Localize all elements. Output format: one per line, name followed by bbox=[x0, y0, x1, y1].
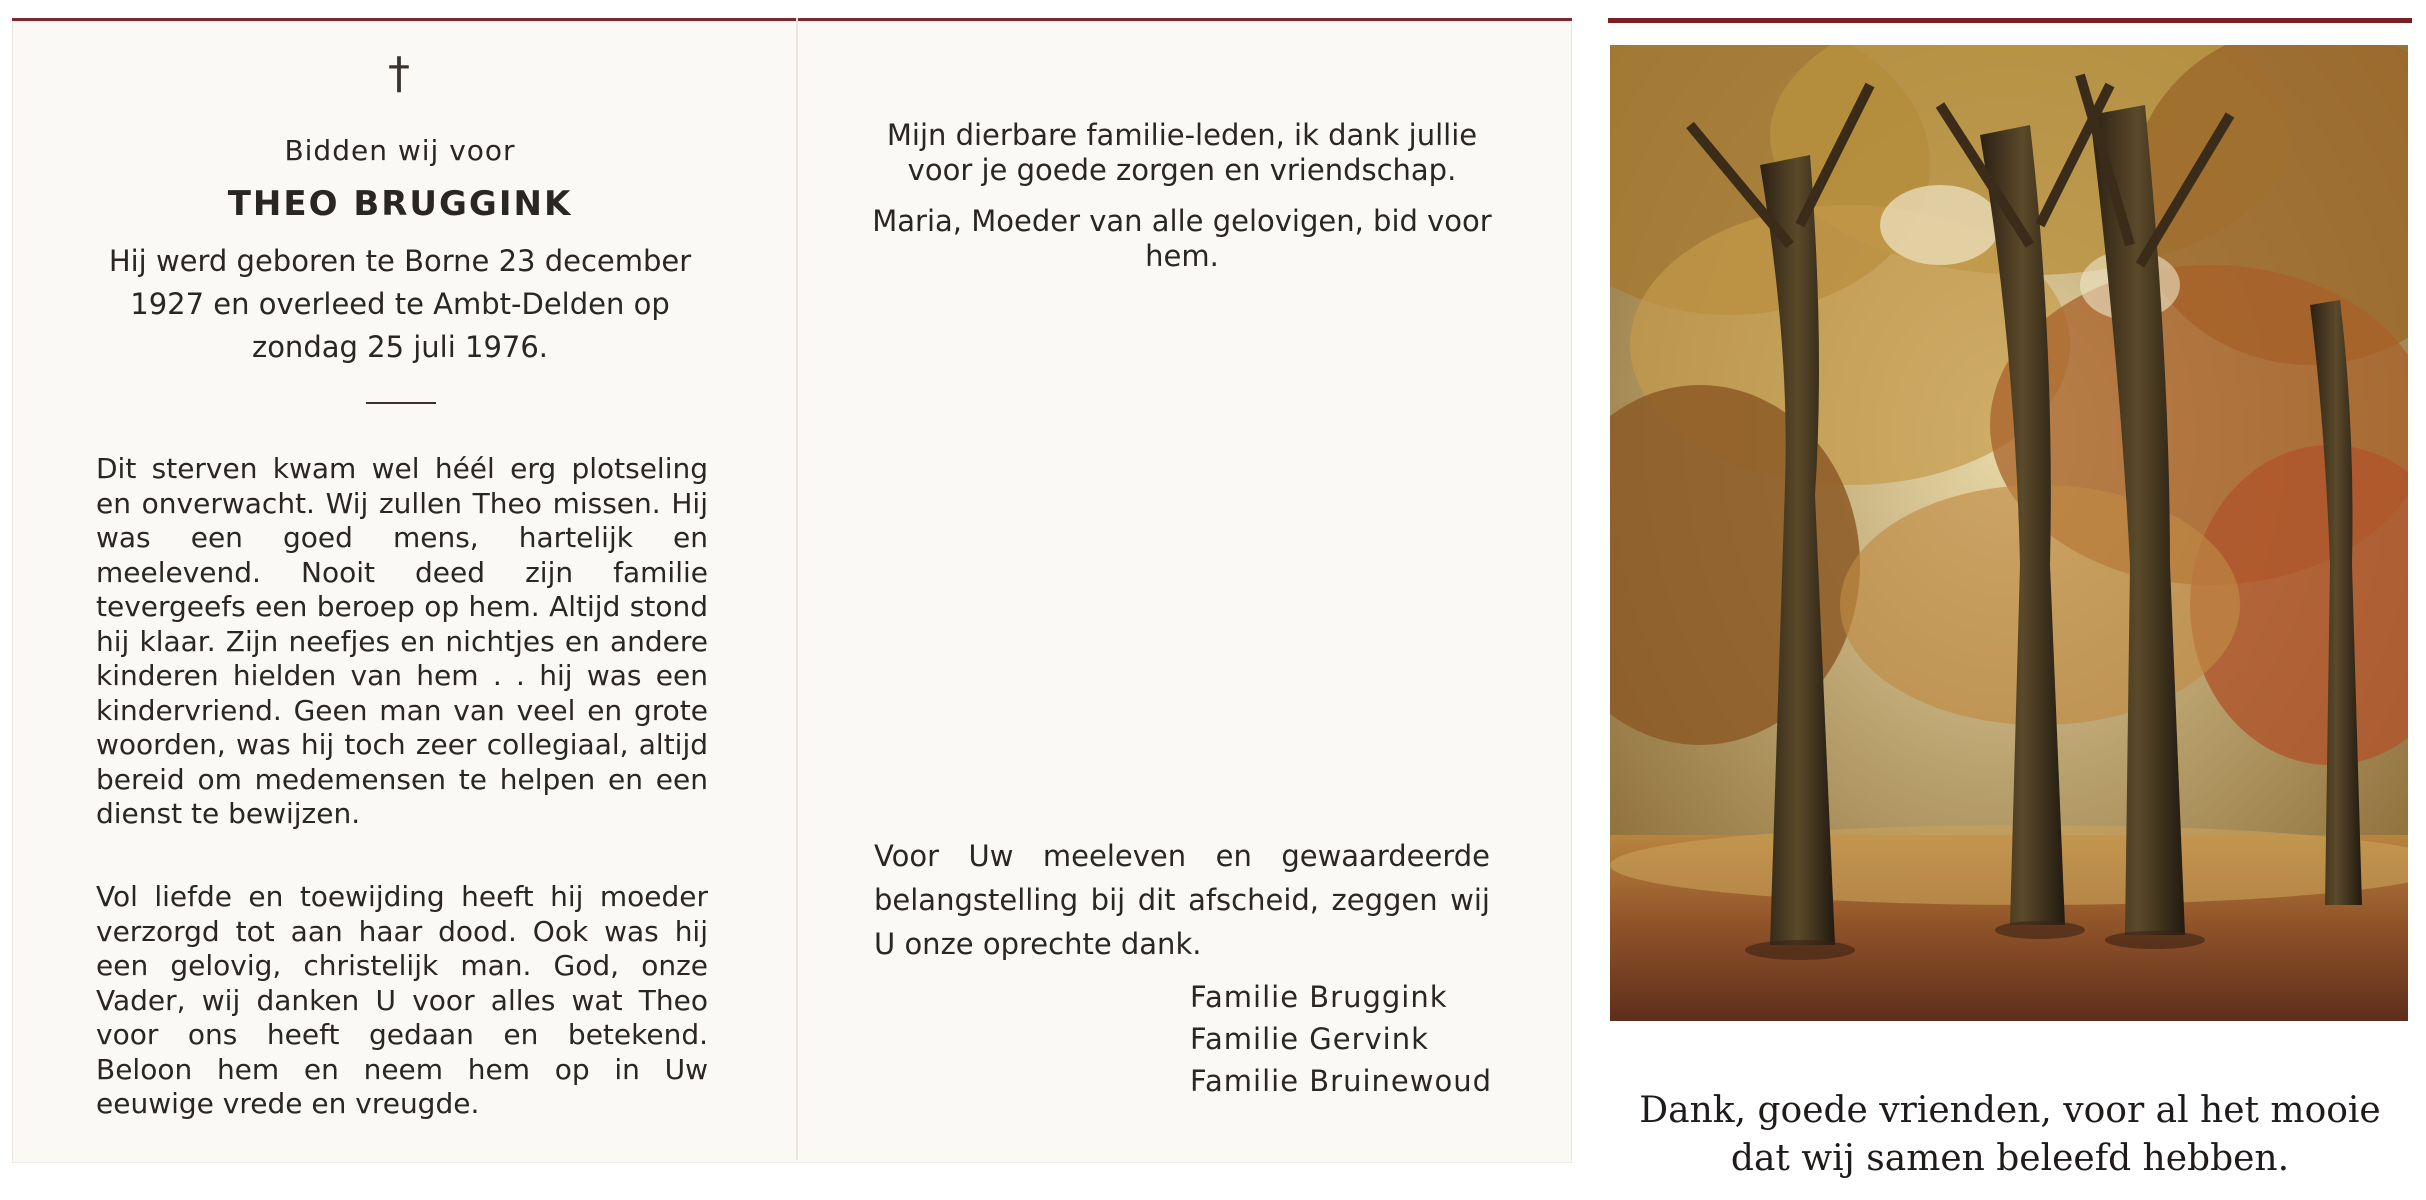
family-name: Familie Bruggink bbox=[1190, 980, 1448, 1014]
memorial-paragraph-1: Dit sterven kwam wel héél erg plotseling en onverwacht. Wij zullen Theo missen. Hij was een goed mens, hartelijk en meelevend. Nooit deed zijn familie tevergeefs een beroep op hem. Altijd stond hij klaar. Zijn neefjes en nichtjes en andere kinderen hielden van hem . . hij was een kindervriend. Geen man van veel en grote woorden, was hij toch zeer collegiaal, altijd bereid om medemensen te helpen en een dienst te bewijzen. bbox=[96, 452, 708, 830]
birth-death-text: Hij werd geboren te Borne 23 december 1927 en overleed te Ambt-Delden op zondag 25 juli 1976. bbox=[108, 244, 692, 364]
cross-icon: † bbox=[388, 48, 410, 99]
family-name: Familie Gervink bbox=[1190, 1022, 1429, 1056]
divider-rule bbox=[366, 402, 436, 404]
photo-card bbox=[1608, 18, 2412, 1183]
autumn-forest-photo bbox=[1610, 45, 2408, 1021]
family-name: Familie Bruinewoud bbox=[1190, 1064, 1492, 1098]
prayer-text: Maria, Moeder van alle gelovigen, bid voor hem. bbox=[872, 204, 1492, 273]
caption-line: dat wij samen beleefd hebben. bbox=[1730, 1138, 2290, 1179]
family-thanks-text: Mijn dierbare familie-leden, ik dank jullie voor je goede zorgen en vriendschap. bbox=[886, 118, 1478, 187]
photo-caption bbox=[1608, 1087, 2412, 1183]
caption-line: Dank, goede vrienden, voor al het mooie bbox=[1639, 1090, 2381, 1131]
pray-line: Bidden wij voor bbox=[284, 134, 516, 167]
sympathy-thanks-text: Voor Uw meeleven en gewaardeerde belangstelling bij dit afscheid, zeggen wij U onze oprechte dank. bbox=[874, 839, 1490, 961]
card-fold-line bbox=[796, 18, 798, 1160]
deceased-name: THEO BRUGGINK bbox=[227, 184, 573, 224]
memorial-paragraph-2: Vol liefde en toewijding heeft hij moeder verzorgd tot aan haar dood. Ook was hij een gelovig, christelijk man. God, onze Vader, wij danken U voor alles wat Theo voor ons heeft gedaan en betekend. Beloon hem en neem hem op in Uw eeuwige vrede en vreugde. bbox=[96, 880, 708, 1120]
family-signatures bbox=[1190, 976, 1492, 1102]
